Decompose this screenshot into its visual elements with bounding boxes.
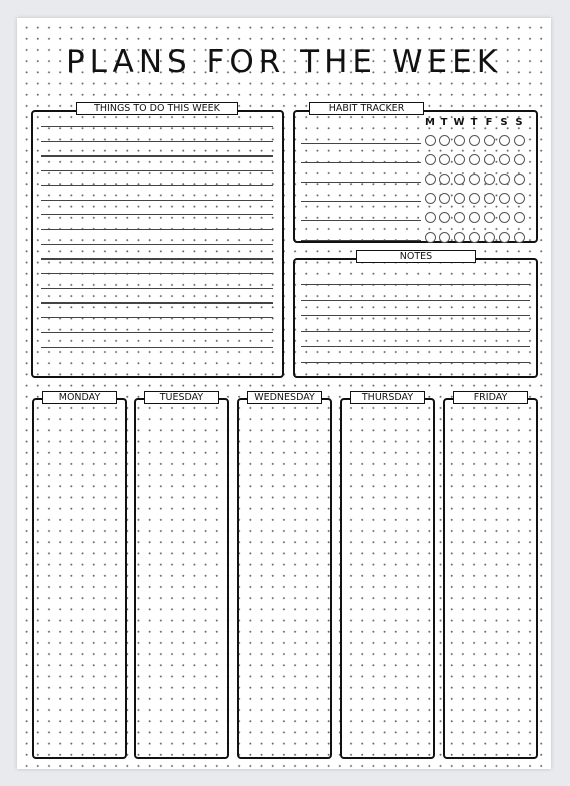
todo-line[interactable] xyxy=(41,288,273,289)
habit-checkbox[interactable] xyxy=(499,154,510,165)
notes-line[interactable] xyxy=(301,284,530,285)
habit-checkbox[interactable] xyxy=(425,174,436,185)
day-label-monday: MONDAY xyxy=(42,391,117,404)
habit-checkbox[interactable] xyxy=(454,174,465,185)
habit-checkbox[interactable] xyxy=(439,232,450,243)
day-column-friday[interactable] xyxy=(443,398,538,759)
todo-line[interactable] xyxy=(41,214,273,215)
habit-checkbox[interactable] xyxy=(499,193,510,204)
habit-checkbox[interactable] xyxy=(484,154,495,165)
todo-line[interactable] xyxy=(41,229,273,230)
habit-checkbox[interactable] xyxy=(469,232,480,243)
habit-checkbox[interactable] xyxy=(425,193,436,204)
todo-line[interactable] xyxy=(41,185,273,186)
habit-checkbox[interactable] xyxy=(469,135,480,146)
habit-checkbox[interactable] xyxy=(469,212,480,223)
day-column-tuesday[interactable] xyxy=(134,398,229,759)
habit-checkbox[interactable] xyxy=(454,154,465,165)
habit-checkbox[interactable] xyxy=(484,174,495,185)
todo-line[interactable] xyxy=(41,273,273,274)
habit-checkbox[interactable] xyxy=(499,174,510,185)
habit-checkbox[interactable] xyxy=(514,193,525,204)
habit-checkbox[interactable] xyxy=(499,212,510,223)
habit-checkbox[interactable] xyxy=(454,193,465,204)
day-column-monday[interactable] xyxy=(32,398,127,759)
habit-checkbox[interactable] xyxy=(439,154,450,165)
habit-checkbox[interactable] xyxy=(484,193,495,204)
habit-checkbox[interactable] xyxy=(499,232,510,243)
todo-label: THINGS TO DO THIS WEEK xyxy=(76,102,238,115)
day-label-tuesday: TUESDAY xyxy=(144,391,219,404)
todo-line[interactable] xyxy=(41,317,273,318)
habit-day-header: S xyxy=(515,117,523,128)
habit-checkbox[interactable] xyxy=(484,135,495,146)
habit-checkbox[interactable] xyxy=(425,154,436,165)
habit-row-line[interactable] xyxy=(301,220,421,221)
habit-day-header: T xyxy=(470,117,478,128)
todo-line[interactable] xyxy=(41,170,273,171)
day-column-wednesday[interactable] xyxy=(237,398,332,759)
habit-checkbox[interactable] xyxy=(425,232,436,243)
todo-line[interactable] xyxy=(41,126,273,127)
notes-box xyxy=(293,258,538,378)
habit-checkbox[interactable] xyxy=(439,135,450,146)
habit-checkbox[interactable] xyxy=(514,232,525,243)
habit-row-line[interactable] xyxy=(301,162,421,163)
habit-checkbox[interactable] xyxy=(484,232,495,243)
habit-row-line[interactable] xyxy=(301,201,421,202)
habit-checkbox[interactable] xyxy=(514,212,525,223)
habit-day-header: T xyxy=(440,117,448,128)
habit-checkbox[interactable] xyxy=(454,135,465,146)
habit-checkbox[interactable] xyxy=(514,174,525,185)
day-label-thursday: THURSDAY xyxy=(350,391,425,404)
day-label-wednesday: WEDNESDAY xyxy=(247,391,322,404)
habit-checkbox[interactable] xyxy=(425,135,436,146)
day-label-friday: FRIDAY xyxy=(453,391,528,404)
habit-day-header: F xyxy=(485,117,493,128)
todo-line[interactable] xyxy=(41,141,273,142)
planner-sheet xyxy=(17,18,551,769)
todo-line[interactable] xyxy=(41,347,273,348)
habit-day-header: S xyxy=(500,117,508,128)
notes-line[interactable] xyxy=(301,346,530,347)
notes-line[interactable] xyxy=(301,331,530,332)
notes-line[interactable] xyxy=(301,315,530,316)
habit-checkbox[interactable] xyxy=(469,193,480,204)
habit-checkbox[interactable] xyxy=(499,135,510,146)
notes-line[interactable] xyxy=(301,300,530,301)
todo-line[interactable] xyxy=(41,258,273,259)
habit-row-line[interactable] xyxy=(301,240,421,241)
habit-checkbox[interactable] xyxy=(484,212,495,223)
habit-checkbox[interactable] xyxy=(439,212,450,223)
notes-line[interactable] xyxy=(301,362,530,363)
page-title: PLANS FOR THE WEEK xyxy=(65,44,503,80)
habit-row-line[interactable] xyxy=(301,182,421,183)
habit-checkbox[interactable] xyxy=(439,174,450,185)
habit-day-header: M xyxy=(425,117,435,128)
todo-line[interactable] xyxy=(41,244,273,245)
habit-tracker-label: HABIT TRACKER xyxy=(309,102,424,115)
habit-checkbox[interactable] xyxy=(454,232,465,243)
habit-checkbox[interactable] xyxy=(469,174,480,185)
todo-line[interactable] xyxy=(41,332,273,333)
notes-label: NOTES xyxy=(356,250,476,263)
habit-row-line[interactable] xyxy=(301,143,421,144)
todo-line[interactable] xyxy=(41,200,273,201)
habit-checkbox[interactable] xyxy=(439,193,450,204)
todo-line[interactable] xyxy=(41,302,273,303)
habit-checkbox[interactable] xyxy=(469,154,480,165)
habit-day-header: W xyxy=(453,117,465,128)
habit-checkbox[interactable] xyxy=(514,135,525,146)
day-column-thursday[interactable] xyxy=(340,398,435,759)
habit-checkbox[interactable] xyxy=(514,154,525,165)
habit-checkbox[interactable] xyxy=(454,212,465,223)
todo-line[interactable] xyxy=(41,155,273,156)
habit-checkbox[interactable] xyxy=(425,212,436,223)
